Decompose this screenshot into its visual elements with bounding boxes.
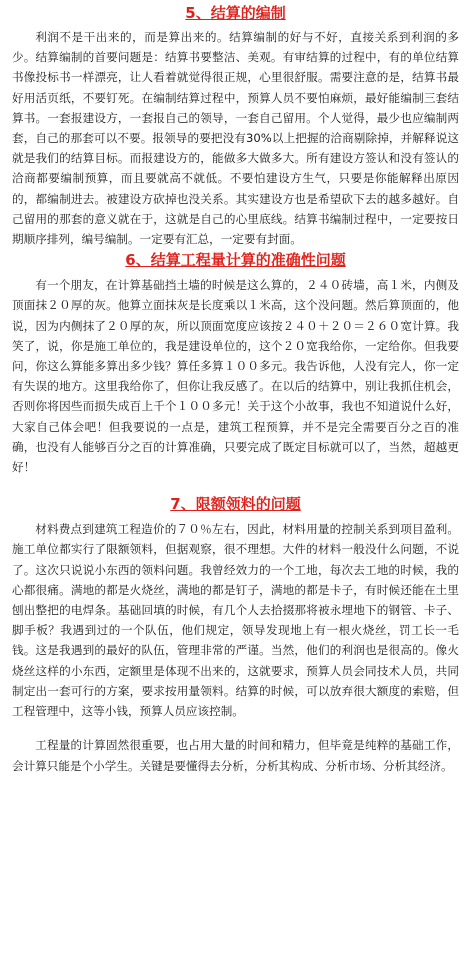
- section-5-heading: 5、结算的编制: [185, 4, 286, 22]
- section-6-heading: 6、结算工程量计算的准确性问题: [125, 251, 346, 270]
- closing-paragraph: 工程量的计算固然很重要，也占用大量的时间和精力，但毕竟是纯粹的基础工作，会计算只能是个小学生。关键是要懂得去分析，分析其构成、分析市场、分析其经济。: [12, 738, 459, 773]
- section-7-paragraph: 材料费点到建筑工程造价的７０％左右，因此，材料用量的控制关系到项目盈利。施工单位都实行了限额领料，但据观察，很不理想。大件的材料一般没什么问题，不说了。这次只说说小东西的领料问题。我曾经效力的一个工地，每次去工地的时候，我的心都很痛。满地的都是火烧丝，满地的都是钉子，满地的都是卡子，有时候还能在土里刨出整把的电焊条。基础回填的时候，有几个人去拾掇那将被永埋地下的钢管、卡子、脚手板？我遇到过的一个队伍，他们规定，领导发现地上有一根火烧丝，罚工长一毛钱。这是我遇到的最好的队伍，管理非常的严谨。当然，他们的利润也是很高的。像火烧丝这样的小东西，定额里是体现不出来的，这就要求，预算人员会同技术人员，共同制定出一套可行的方案，要求按用量领料。结算的时候，可以放弃很大额度的索赔，但工程管理中，这等小钱，预算人员应该控制。: [12, 522, 459, 719]
- paragraph-gap: [12, 721, 459, 735]
- section-7-heading: 7、限额领料的问题: [170, 495, 301, 514]
- section-6-paragraph: 有一个朋友，在计算基础挡土墙的时候是这么算的，２４０砖墙，高１米，内侧及顶面抹２０厚的灰。他算立面抹灰是长度乘以１米高，这个没问题。然后算顶面的，他说，因为内侧抹了２０厚的灰，所以顶面宽度应该按２４０＋２０＝２６０宽计算。我笑了，说，你是施工单位的，我是建设单位的，这个２０宽我给你，一定给你。但我要问，你这么算能多算出多少钱？算任多算１００多元。我告诉他，人没有完人，你一定有失误的地方。这里我给你了，但你让我反感了。在以后的结算中，别让我抓住机会，否则你将因些而损失成百上千个１００多元！关于这个小故事，我也不知道说什么好，大家自己体会吧！但我要说的一点是，建筑工程预算，并不是完全需要百分之百的准确，也没有人能够百分之百的计算准确，只要完成了既定目标就可以了，当然，超越更好！: [12, 278, 459, 475]
- section-5-paragraph: 利润不是干出来的，而是算出来的。结算编制的好与不好，直接关系到利润的多少。结算编制的首要问题是：结算书要整洁、美观。有审结算的过程中，有的单位结算书像投标书一样漂亮，让人看着就觉得很正规，心里很舒服。需要注意的是，结算书最好用活页纸，不要钉死。在编制结算过程中，预算人员不要怕麻烦，最好能编制三套结算书。一套报建设方，一套报自己的领导，一套自己留用。个人觉得，最少也应编制两套，自己的那套可以不要。报领导的要把没有30%以上把握的洽商剔除掉，并解释说这就是我们的结算目标。而报建设方的，能做多大做多大。所有建设方签认和没有签认的洽商都要编制预算，而且要就高不就低。不要怕建设方生气，只要是你能解释出原因的，都编制进去。被建设方砍掉也没关系。其实建设方也是希望砍下去的越多越好。自己留用的那套的意义就在于，这就是自己的心里底线。结算书编制过程中，一定要按日期顺序排列，编号编制。一定要有汇总，一定要有封面。: [12, 30, 459, 247]
